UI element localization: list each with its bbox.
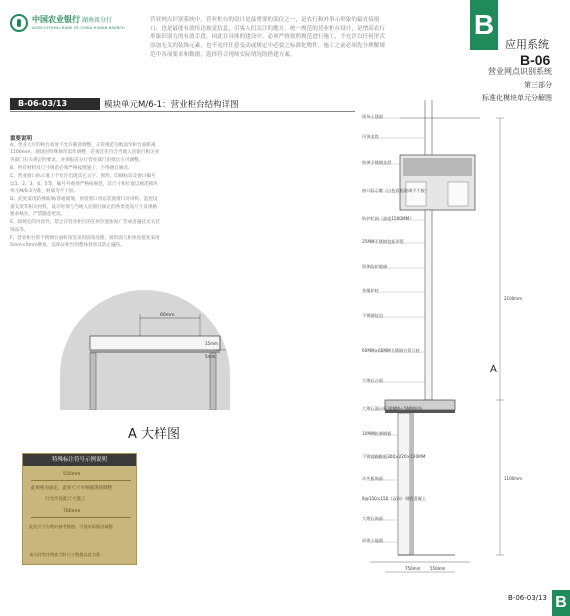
logo-name: 中国农业银行: [32, 15, 80, 24]
detail-a-label: A 大样图: [128, 427, 181, 442]
detail-dim-width: 60mm: [160, 313, 175, 318]
callout-metal-post: 金属护柱: [362, 288, 379, 293]
callout-marble-top: 大理石台面: [362, 378, 383, 383]
detail-a-svg: [60, 290, 230, 410]
legend-title: 特殊标注符号示例说明: [23, 454, 136, 466]
note-item: F、营业柜台的不锈钢台面转角处采用圆角处理，弧形面与柜体连接处采用5mm×5mm倒角，以保证柜台的整体效果及防止磕伤。: [10, 236, 160, 249]
footer-badge: B: [552, 590, 570, 616]
counter-section-svg: [370, 100, 545, 580]
legend-dim-line-top: [31, 480, 131, 481]
notes-title: 重要说明: [10, 136, 33, 142]
notes-list: [10, 142, 160, 251]
note-item: D、此处采用防弹玻璃/普通玻璃，预留窗口用以装置窗口对讲机、监控设备支架等相关材料，设计时须与当地人民银行核定的各类宽高尺寸及规格要求核实，严禁随意更改。: [10, 197, 158, 218]
callout-steel-plate: 10MM防弹钢板: [362, 431, 392, 436]
callout-marble-board: 大理石面台板30MM＋5MM倒角: [362, 406, 423, 411]
subtitle-system: 营业网点识别系统: [488, 67, 552, 76]
legend-line-3: 此处尺寸为相对参考数值，可依实际情况调整: [29, 524, 113, 529]
logo-branch: 湖南省分行: [82, 17, 113, 24]
detail-a-drawing: [60, 290, 230, 410]
subtitle-module: 标准化模块单元分解图: [482, 94, 552, 102]
callout-ceiling: 现场土建面: [362, 114, 383, 119]
dim-right-height-1: 2100mm: [504, 296, 522, 301]
page-code: B-06: [520, 52, 551, 68]
bank-logo: [10, 12, 130, 38]
legend-dim-value-top: 550mm: [63, 472, 81, 477]
detail-dim-height: 15mm: [205, 341, 218, 346]
logo-english-text: AGRICULTURAL BANK OF CHINA HUNAN BRANCH: [32, 26, 125, 30]
legend-dim-value-mid: 760mm: [63, 509, 81, 514]
callout-steel-edge: 不锈钢包边: [362, 313, 383, 318]
callout-rebar-concrete: 8@150×150（双向）钢筋混凝土: [362, 496, 427, 501]
detail-dim-chamfer: 5mm: [205, 354, 216, 359]
note-item: A、营业大厅的柜台高度不允许随意调整，正常规范为地面至柜台面距离1100mm，现场因特殊情况需作调整，必须首先符合当地人民银行相关业务部门有关规定的要求，并须报省分行营业部门审批后方可调整。: [10, 143, 160, 163]
callout-wood-veneer: 木夹板饰面: [362, 476, 383, 481]
bank-emblem-icon: [10, 14, 28, 32]
dim-bottom-width-1: 750mm: [405, 566, 421, 571]
legend-line-2: 只允许按此尺寸施工: [45, 497, 86, 502]
section-title: 模块单元M/6-1：营业柜台结构详图: [104, 100, 239, 110]
detail-a-marker: A: [490, 364, 497, 375]
note-item: C、营业窗口标示离上不允许出现其它文字、图形、印刷标识及窗口编号以1、2、3、4、5等，编号外观须严格按规范，其尺寸和位置以规范模块单元M/6-2为准，材质为不干胶。: [10, 174, 158, 195]
legend-line-1: 此规格为固定，此处尺寸可根据现场调整: [31, 486, 112, 491]
intro-paragraph: 营业网点识别系统中，营业柜台的设计是最重要的部位之一，是农行和外事示形象的最直接窗口，也是最能有效传达视觉信息，引客人们关注的地方，统一规范的营业柜台设计，是增高农行形象识别力的有效手段。因此在具体的建设中，必须严格按照规范进行施工，不允许以任何形式添加无关的装饰元素，也不允许任意变动或规定中必要之标准化物件，施工之前必须先分理解规范中各项要求和数据，选择符合现场实际情况的搭建方案。: [150, 17, 385, 58]
callout-ceiling-keel: 吊顶龙骨: [362, 134, 379, 139]
dim-right-height-2: 1100mm: [504, 476, 522, 481]
callout-floor: 原建土地面: [362, 538, 383, 543]
section-divider: [10, 111, 355, 112]
subtitle-part: 第三部分: [524, 81, 552, 89]
callout-steel-column: 60MM×60MM不锈钢方管立柱: [362, 348, 420, 353]
callout-marble-facing: 大理石饰面: [362, 516, 383, 521]
legend-card: [22, 453, 137, 565]
callout-guard-net: 防护栏网（高度1500MM）: [362, 216, 414, 221]
callout-steel-tube: 25MM不锈钢包矩形管: [362, 239, 404, 244]
logo-chinese-text: [32, 14, 112, 25]
dim-bottom-width-2: 550mm: [430, 566, 446, 571]
section-badge: B: [470, 0, 498, 50]
system-title: 应用系统: [505, 38, 549, 51]
callout-glass: 固体防护玻璃: [362, 264, 388, 269]
callout-steel-keel: 防弹不锈钢龙骨: [362, 160, 392, 165]
counter-section-drawing: [362, 100, 545, 580]
legend-line-4: 表示同等比例放大时尺寸数值以此为准: [29, 552, 101, 557]
callout-skirting: 不锈钢踢脚板300×220×120MM: [362, 454, 426, 459]
legend-dim-line-mid: [31, 517, 131, 518]
note-item: E、除规定的内容外，禁止在营业柜台的任何位置张贴广告或者悬挂无关装饰品等。: [10, 220, 160, 233]
note-item: B、所有材料及尺寸规范必须严格按图施工，不得擅自修改。: [10, 166, 133, 172]
callout-window-sign: 窗口标示牌（白色有机玻璃不干胶）: [362, 188, 430, 193]
section-code-bar: B-06-03/13: [10, 98, 100, 110]
footer-page-code: B-06-03/13: [508, 594, 547, 602]
